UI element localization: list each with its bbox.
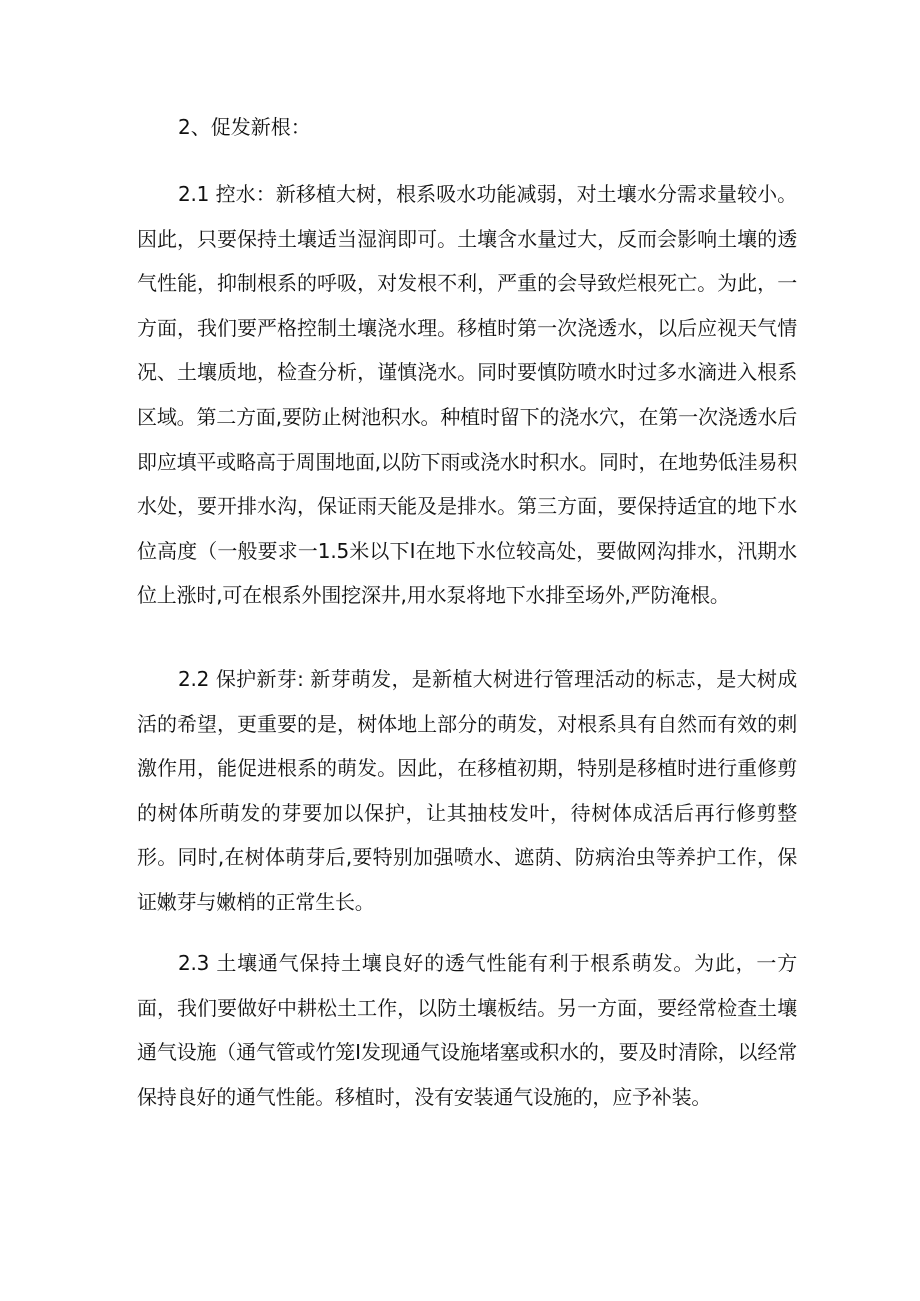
section-heading: 2、促发新根： <box>178 115 311 139</box>
paragraph-2-1-water-control: 2.1 控水：新移植大树，根系吸水功能减弱，对土壤水分需求量较小。因此，只要保持土壤适当湿润即可。土壤含水量过大，反而会影响土壤的透气性能，抑制根系的呼吸，对发根不利，严重的会导致烂根死亡。为此，一方面，我们要严格控制土壤浇水理。移植时第一次浇透水，以后应视天气情况、土壤质地，检查分析，谨慎浇水。同时要慎防喷水时过多水滴进入根系区域。第二方面,要防止树池积水。种植时留下的浇水穴，在第一次浇透水后即应填平或略高于周围地面,以防下雨或浇水时积水。同时，在地势低洼易积水处，要开排水沟，保证雨天能及是排水。第三方面，要保持适宜的地下水位高度（一般要求一1.5米以下I在地下水位较高处，要做网沟排水，汛期水位上涨时,可在根系外围挖深井,用水泵将地下水排至场外,严防淹根。 <box>137 182 797 608</box>
paragraph-2-3-soil-aeration: 2.3 土壤通气保持土壤良好的透气性能有利于根系萌发。为此，一方面，我们要做好中耕松土工作，以防土壤板结。另一方面，要经常检查土壤通气设施（通气管或竹笼I发现通气设施堵塞或积水的，要及时清除，以经常保持良好的通气性能。移植时，没有安装通气设施的，应予补装。 <box>137 951 797 1109</box>
paragraph-2-2-protect-buds: 2.2 保护新芽: 新芽萌发，是新植大树进行管理活动的标志，是大树成活的希望，更重要的是，树体地上部分的萌发，对根系具有自然而有效的刺激作用，能促进根系的萌发。因此，在移植初期，特别是移植时进行重修剪的树体所萌发的芽要加以保护，让其抽枝发叶，待树体成活后再行修剪整形。同时,在树体萌芽后,要特别加强喷水、遮荫、防病治虫等养护工作，保证嫩芽与嫩梢的正常生长。 <box>137 667 797 914</box>
